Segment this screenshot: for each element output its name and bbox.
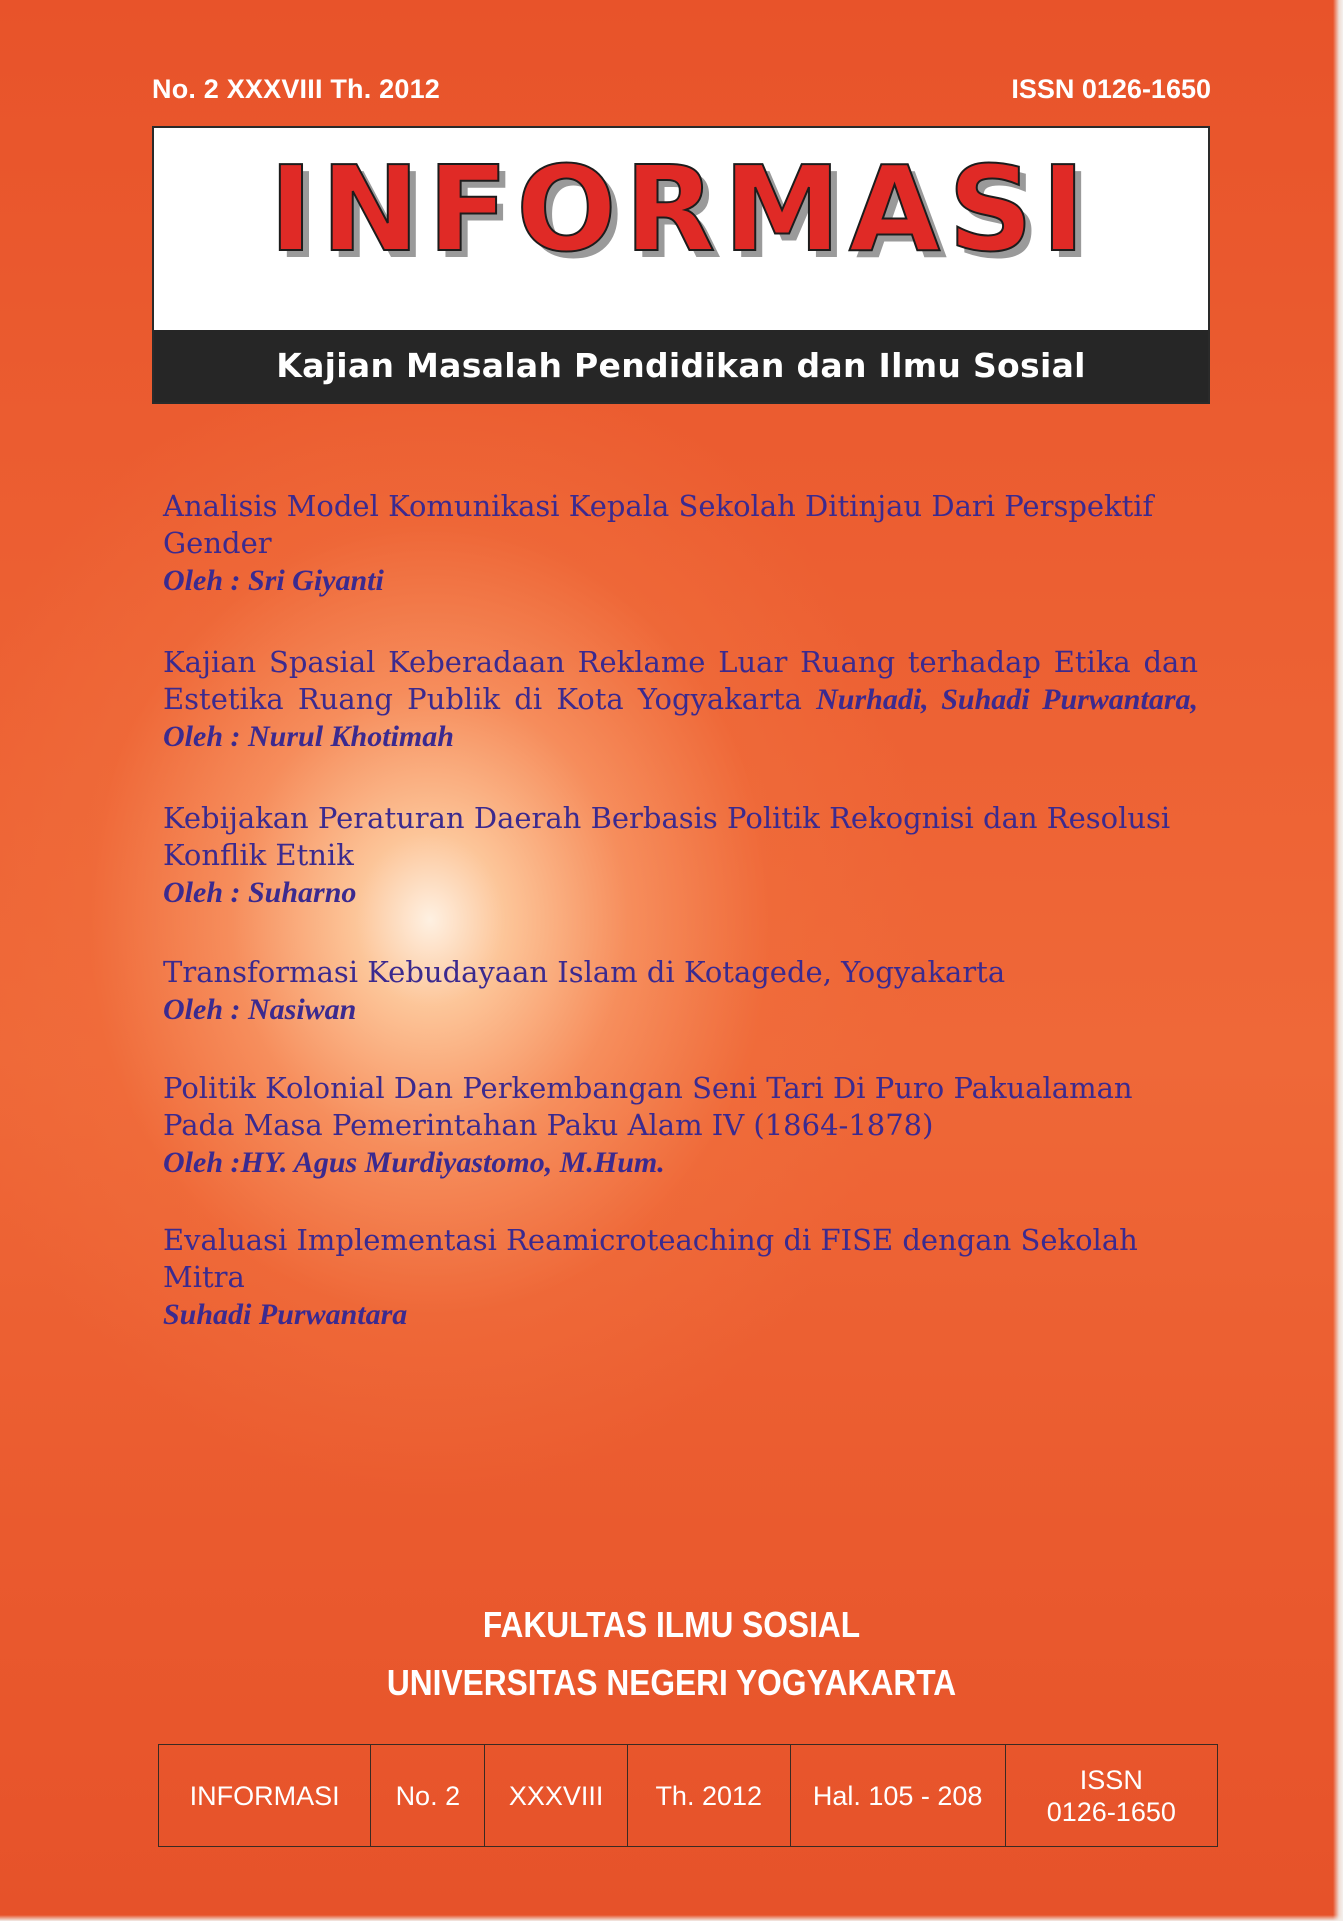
- subtitle-bar: [154, 330, 1208, 402]
- article-title: Evaluasi Implementasi Reamicroteaching di FISE dengan Sekolah Mitra: [163, 1223, 1138, 1294]
- journal-title: INFORMASI: [268, 140, 1094, 278]
- article-item: [163, 488, 1198, 599]
- info-volume: XXXVIII: [485, 1745, 627, 1847]
- info-pages: Hal. 105 - 208: [790, 1745, 1005, 1847]
- citation-info-table: [158, 1744, 1218, 1847]
- article-title: Politik Kolonial Dan Perkembangan Seni Tari Di Puro Pakualaman Pada Masa Pemerintahan Paku Alam IV (1864-1878): [163, 1071, 1133, 1142]
- article-item: [163, 954, 1198, 1028]
- page-edge: [1333, 0, 1343, 1921]
- article-author: Suhadi Purwantara: [163, 1298, 408, 1331]
- article-item: [163, 1222, 1163, 1333]
- info-number: No. 2: [371, 1745, 485, 1847]
- article-author: Oleh : Nasiwan: [163, 993, 357, 1026]
- info-journal: INFORMASI: [159, 1745, 371, 1847]
- article-author: Nurhadi, Suhadi Purwantara, Oleh : Nurul Khotimah: [163, 683, 1199, 753]
- article-item: [163, 1070, 1163, 1181]
- journal-subtitle: Kajian Masalah Pendidikan dan Ilmu Sosial: [276, 346, 1086, 385]
- article-title: Kebijakan Peraturan Daerah Berbasis Politik Rekognisi dan Resolusi Konflik Etnik: [163, 801, 1171, 872]
- info-issn-value: 0126-1650: [1046, 1796, 1176, 1827]
- article-author: Oleh : Suharno: [163, 876, 357, 909]
- info-year: Th. 2012: [627, 1745, 790, 1847]
- article-author: Oleh : Sri Giyanti: [163, 564, 384, 597]
- publisher-faculty: FAKULTAS ILMU SOSIAL: [482, 1604, 861, 1645]
- article-title: [163, 644, 1198, 755]
- article-author: Oleh :HY. Agus Murdiyastomo, M.Hum.: [163, 1146, 665, 1179]
- masthead: [152, 126, 1210, 404]
- info-issn: [1005, 1745, 1217, 1847]
- info-issn-label: ISSN: [1079, 1764, 1143, 1795]
- issn-header: ISSN 0126-1650: [1011, 74, 1211, 104]
- article-item: [163, 644, 1198, 755]
- article-title-text: Kajian Spasial Keberadaan Reklame Luar Ruang terhadap Etika dan Estetika Ruang Publik di Kota Yogyakarta: [163, 645, 1198, 716]
- article-item: [163, 800, 1198, 911]
- publisher-university: UNIVERSITAS NEGERI YOGYAKARTA: [386, 1662, 957, 1703]
- page-edge: [0, 1915, 1343, 1921]
- article-title: Analisis Model Komunikasi Kepala Sekolah Ditinjau Dari Perspektif Gender: [163, 489, 1154, 560]
- issue-number: No. 2 XXXVIII Th. 2012: [152, 74, 441, 104]
- article-title: Transformasi Kebudayaan Islam di Kotagede, Yogyakarta: [163, 955, 1006, 989]
